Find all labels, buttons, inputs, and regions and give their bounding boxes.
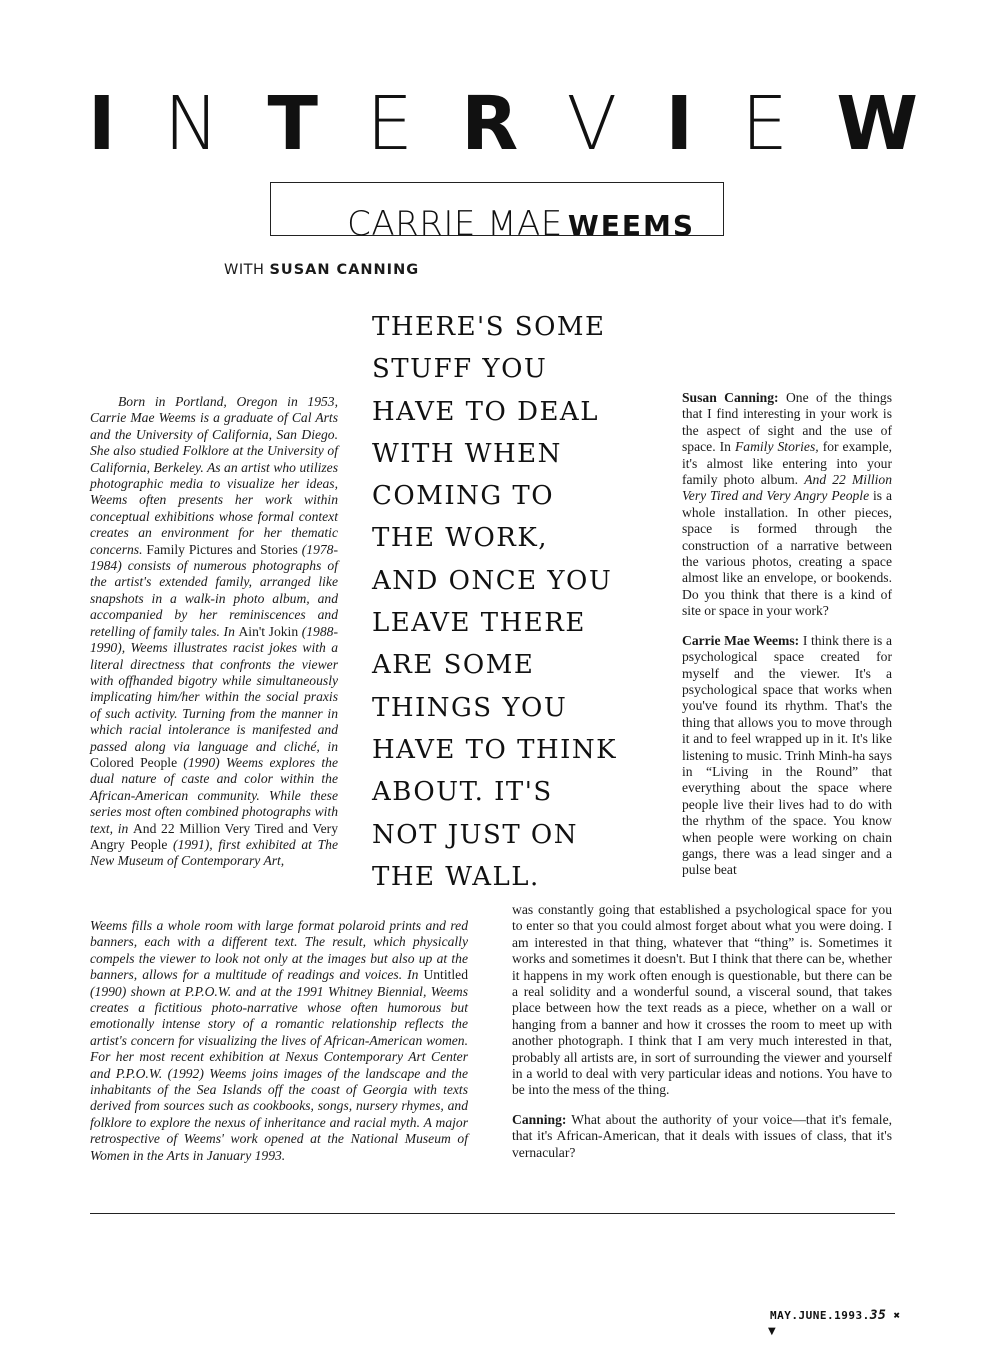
- work-title: Ain't Jokin: [238, 623, 299, 639]
- artist-bio-continued: [90, 918, 468, 1164]
- bio-text: Weems fills a whole room with large format polaroid prints and red banners, each with a different text. The result, which physically compels the viewer to look not only at the images but also up at the banners, allows for a multitude of readings and voices. In: [90, 918, 468, 983]
- bio-text: (1978-1984) consists of numerous photographs of the artist's extended family, arranged like snapshots in a walk-in photo album, and accompanied by her reminiscences and retelling of family tales. In: [90, 541, 339, 639]
- pull-quote-line: THE WALL.: [372, 861, 540, 892]
- headline-interview: [88, 81, 918, 167]
- pull-quote-line: STUFF YOU: [372, 354, 548, 385]
- headline-letter: E: [366, 81, 413, 167]
- work-title: And 22 Million Very Tired and Very Angry People: [682, 472, 892, 504]
- work-title: Family Pictures and Stories: [146, 541, 298, 557]
- end-mark-icon: ✖: [893, 1309, 901, 1322]
- headline-letter: R: [461, 81, 519, 167]
- work-title: Colored People: [90, 754, 178, 770]
- headline-letter: N: [163, 81, 220, 167]
- speaker-label: Carrie Mae Weems:: [682, 632, 800, 648]
- issue-date: MAY.JUNE.1993.: [770, 1309, 870, 1322]
- interview-answer-continued: [512, 902, 892, 1099]
- pull-quote-line: AND ONCE YOU: [372, 565, 613, 596]
- pull-quote-line: THERE'S SOME: [372, 312, 606, 342]
- interview-question: [512, 1112, 892, 1161]
- interview-text: is a whole installation. In other pieces, space is formed through the construction of a narrative between the various photos, creating a space almost like an envelope, or bookends. Do you think that there is a kind of site or space in your work?: [682, 488, 893, 619]
- bio-text: Born in Portland, Oregon in 1953, Carrie Mae Weems is a graduate of Cal Arts and the University of California, San Diego. She also studied Folklore at the University of California, Berkeley. As an artist who utilizes photographic media to visualize her ideas, Weems often presents her work within conceptual exhibitions whose formal context creates an environment for her thematic concerns.: [90, 394, 338, 557]
- artist-bio-column: [90, 394, 338, 870]
- headline-letter: V: [566, 81, 618, 167]
- pull-quote-line: HAVE TO DEAL: [372, 396, 599, 427]
- work-title: And 22 Million Very Tired and Very Angry People: [90, 820, 338, 852]
- speaker-label: Canning:: [512, 1111, 567, 1127]
- pull-quote-line: ABOUT. IT'S: [372, 777, 553, 808]
- page-footer: [770, 1308, 901, 1323]
- pull-quote-line: COMING TO: [372, 481, 555, 512]
- interview-question: [682, 390, 892, 620]
- bio-text: (1990) shown at P.P.O.W. and at the 1991 Whitney Biennial, Weems creates a fictitious photo-narrative whose often humorous but emotionally intense story of a romantic relationship reflects the artist's concern for visualizing the lives of African-American women. For her most recent exhibition at Nexus Contemporary Art Center and P.P.O.W. (1992) Weems joins images of the landscape and the inhabitants of the Sea Islands off the coast of Georgia with texts derived from sources such as cookbooks, songs, nursery rhymes, and folklore to explore the nexus of inheritance and racial myth. A major retrospective of Weems' work opened at the National Museum of Women in the Arts in January 1993.: [90, 983, 468, 1163]
- interview-text: for example, it's almost like entering into your family photo album.: [682, 439, 892, 488]
- artist-name: [347, 204, 695, 244]
- work-title: Family Stories,: [734, 439, 819, 455]
- byline-prefix: WITH: [224, 262, 265, 278]
- bio-text: (1991), first exhibited at The New Museum of Contemporary Art,: [90, 836, 338, 869]
- pull-quote-line: HAVE TO THINK: [372, 734, 618, 765]
- pull-quote-line: WITH WHEN: [372, 438, 562, 469]
- work-title: Untitled: [423, 967, 468, 983]
- headline-letter: T: [267, 81, 318, 167]
- headline-letter: I: [665, 81, 693, 167]
- interview-text: What about the authority of your voice—that it's female, that it's African-American, that it deals with issues of class, that it's vernacular?: [512, 1111, 892, 1160]
- pull-quote-line: THE WORK,: [372, 523, 549, 554]
- bottom-rule: [90, 1213, 895, 1214]
- artist-name-box: [270, 182, 724, 244]
- artist-name-light: CARRIE MAE: [347, 204, 563, 244]
- byline-name: SUSAN CANNING: [269, 262, 420, 278]
- bio-text: (1990) Weems explores the dual nature of caste and color within the African-American community. While these series most often combined photographs with text, in: [90, 754, 338, 836]
- headline-letter: I: [88, 81, 116, 167]
- bio-text: (1988-1990), Weems illustrates racist jokes with a literal directness that confronts the viewer with offhanded bigotry while simultaneously implicating him/her within the social praxis of such activity. Turning from the manner in which racial intolerance is manifested and passed along via language and cliché, in: [90, 623, 338, 754]
- speaker-label: Susan Canning:: [682, 390, 779, 405]
- pull-quote-line: NOT JUST ON: [372, 819, 578, 850]
- page-number: 35: [869, 1308, 887, 1323]
- pull-quote-line: LEAVE THERE: [372, 608, 586, 639]
- interview-text: was constantly going that established a psychological space for you to enter so that you could almost forget about what you were doing. I am interested in that thing, whatever that “thing” is. Sometimes it works and sometimes it doesn't. But I think that there can be, whether it happens in my work often enough is questionable, but there can be a real solidity and a wonderful sound, a visceral sound, that takes place between how the text reads as a piece, whether on a wall or hanging from a banner and how it crosses the room to meet up with another photograph. I think that I am very much interested in that, probably all artists are, in sort of surrounding the viewer and yourself in a world to deal with very particular ideas and notions. You have to be into the mess of the thing.: [512, 902, 892, 1098]
- byline: [224, 262, 419, 278]
- interview-column-top: [682, 390, 892, 892]
- pull-quote: [372, 306, 662, 898]
- interview-column-bottom: [512, 902, 892, 1174]
- headline-letter: E: [741, 81, 789, 167]
- interview-answer: [682, 633, 892, 879]
- pull-quote-line: ARE SOME: [372, 650, 535, 681]
- interview-text: I think there is a psychological space created for myself and the viewer. It's a psychological space that works when you've found its rhythm. That's the thing that allows you to move through it and to feel wrapped up in it. It's like listening to music. Trinh Minh-ha says in “Living in the Round” that everything about the space where people live their lives had to do with the rhythm of the space. You know when people were working on chain gangs, there was a lead singer and a pulse beat: [682, 632, 892, 878]
- interview-text: One of the things that I find interesting in your work is the aspect of sight and the use of space. In: [682, 390, 893, 455]
- artist-name-bold: WEEMS: [567, 209, 695, 242]
- headline-letter: W: [836, 81, 918, 167]
- pull-quote-line: THINGS YOU: [372, 692, 568, 723]
- triangle-mark-icon: ▼: [768, 1326, 776, 1337]
